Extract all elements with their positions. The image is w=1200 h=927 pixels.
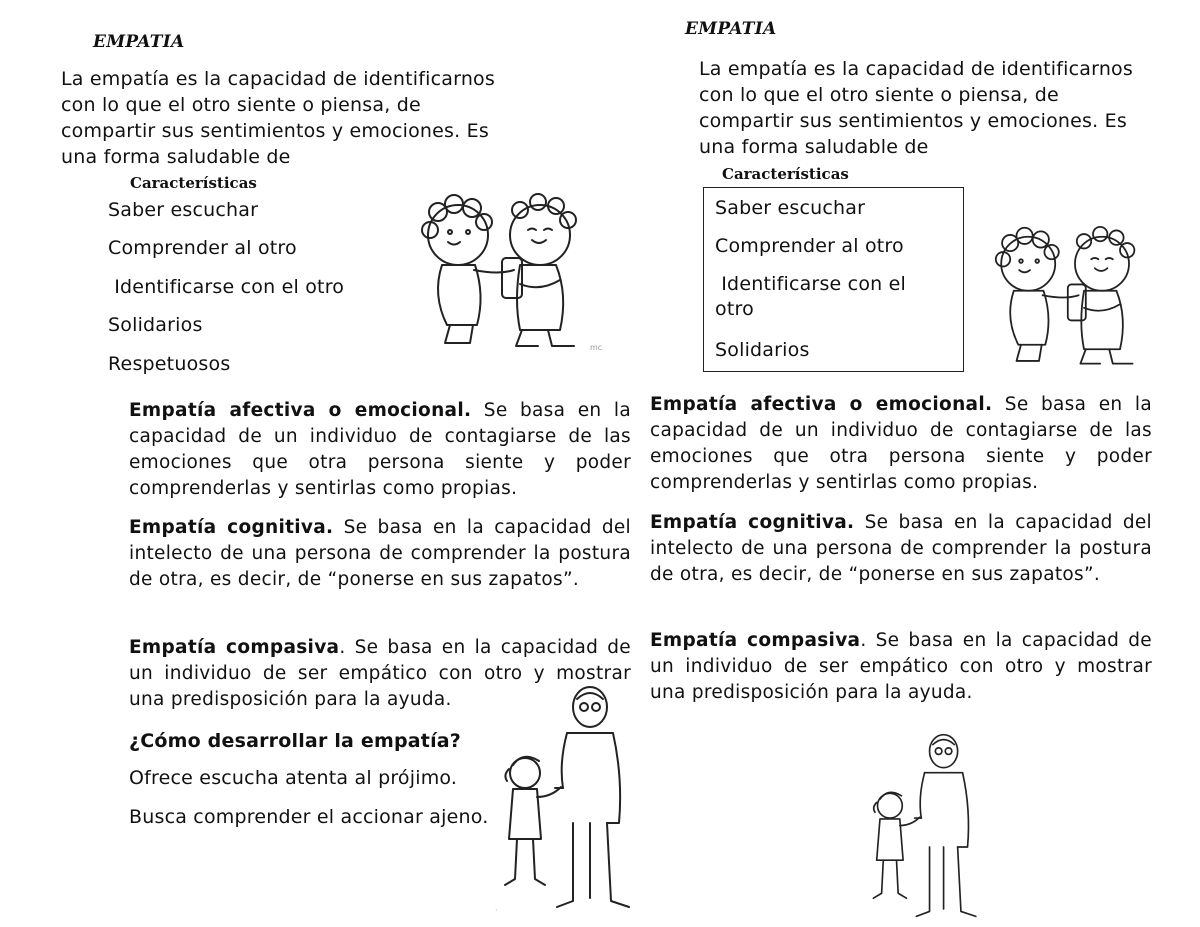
term: Empatía cognitiva. [129, 517, 334, 538]
term: Empatía compasiva [650, 630, 861, 651]
kids-hugging-illustration [410, 190, 610, 355]
left-action-item: Ofrece escucha atenta al prójimo. [129, 767, 458, 789]
right-intro: La empatía es la capacidad de identificarnos con lo que el otro siente o piensa, de compartir sus sentimientos y emociones. Es una forma saludable de [699, 58, 1133, 158]
right-paragraph-affective [650, 392, 1152, 496]
left-question: ¿Cómo desarrollar la empatía? [129, 730, 462, 752]
right-paragraph-cognitive [650, 510, 1152, 588]
right-characteristic-item: Comprender al otro [715, 235, 904, 257]
left-characteristic-item: Respetuosos [108, 353, 231, 375]
definition: Se basa en la capacidad del intelecto de una persona de comprender la postura de otra, es decir, de “ponerse en sus zapatos”. [650, 512, 1152, 585]
svg-text:mc: mc [590, 343, 603, 352]
term: Empatía cognitiva. [650, 512, 855, 533]
kids-hugging-illustration-right [985, 215, 1165, 380]
right-title: EMPATIA [685, 19, 777, 39]
right-paragraph-compassive [650, 628, 1152, 706]
term: Empatía compasiva [129, 637, 340, 658]
right-characteristic-item: Saber escuchar [715, 197, 866, 219]
right-characteristic-item: Identificarse con el otro [715, 273, 913, 320]
left-characteristic-item: Saber escuchar [108, 199, 259, 221]
right-characteristics-box [703, 187, 964, 372]
left-characteristic-item: Identificarse con el otro [108, 276, 345, 298]
right-characteristics-heading: Características [722, 165, 849, 183]
definition: Se basa en la capacidad de un individuo de contagiarse de las emociones que otra persona siente y poder comprenderlas y sentirlas como propias. [129, 400, 631, 499]
term: Empatía afectiva o emocional. [650, 394, 993, 415]
definition: . Se basa en la capacidad de un individuo de ser empático con otro y mostrar una predisposición para la ayuda. [129, 637, 631, 710]
left-action-item: Busca comprender el accionar ajeno. [129, 806, 489, 828]
left-paragraph-cognitive [129, 515, 631, 593]
left-characteristic-item: Comprender al otro [108, 237, 297, 259]
definition: Se basa en la capacidad del intelecto de una persona de comprender la postura de otra, es decir, de “ponerse en sus zapatos”. [129, 517, 631, 590]
girl-and-elderly-man-illustration-right [855, 733, 995, 923]
definition: . Se basa en la capacidad de un individuo de ser empático con otro y mostrar una predisposición para la ayuda. [650, 630, 1152, 703]
left-intro: La empatía es la capacidad de identificarnos con lo que el otro siente o piensa, de compartir sus sentimientos y emociones. Es una forma saludable de [61, 68, 495, 168]
left-characteristics-heading: Características [130, 174, 257, 192]
left-paragraph-affective [129, 398, 631, 502]
right-characteristic-item: Solidarios [715, 339, 810, 361]
svg-text:·: · [495, 906, 498, 915]
left-title: EMPATIA [93, 32, 185, 52]
definition: Se basa en la capacidad de un individuo de contagiarse de las emociones que otra persona siente y poder comprenderlas y sentirlas como propias. [650, 394, 1152, 493]
left-characteristic-item: Solidarios [108, 314, 203, 336]
girl-and-elderly-man-illustration [495, 685, 640, 915]
term: Empatía afectiva o emocional. [129, 400, 472, 421]
